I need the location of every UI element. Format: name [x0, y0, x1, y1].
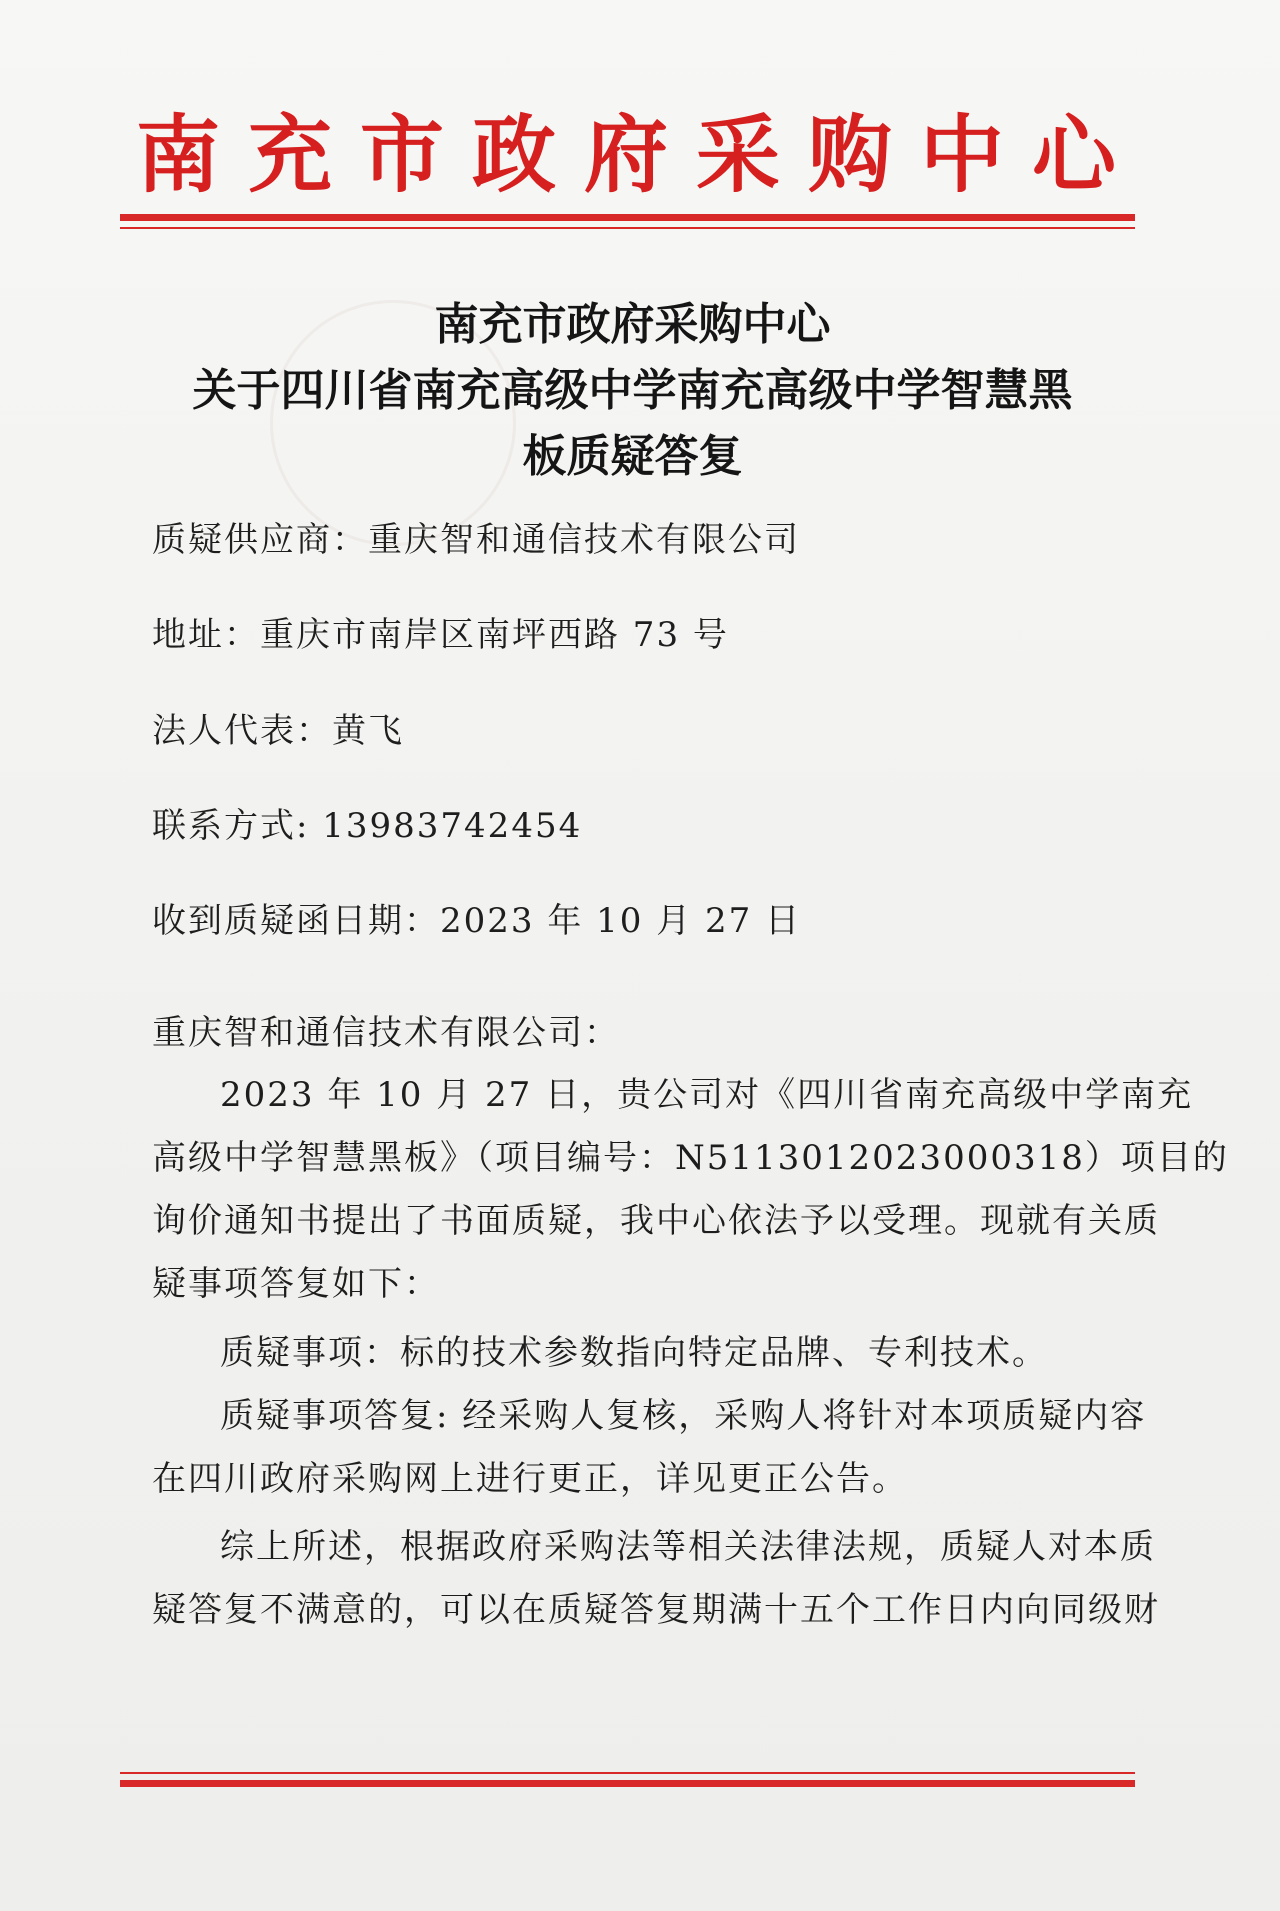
received-date-field: 收到质疑函日期：2023 年 10 月 27 日 [152, 901, 802, 941]
body-line: 高级中学智慧黑板》（项目编号：N5113012023000318）项目的 [152, 1138, 1229, 1178]
legal-representative-field: 法人代表：黄飞 [152, 711, 404, 751]
body-line: 2023 年 10 月 27 日，贵公司对《四川省南充高级中学南充 [220, 1075, 1194, 1115]
body-line: 疑答复不满意的，可以在质疑答复期满十五个工作日内向同级财 [152, 1590, 1160, 1630]
footer-rule-thick [120, 1780, 1135, 1787]
document-title-line-3: 板质疑答复 [522, 431, 743, 482]
document-title-line-2: 关于四川省南充高级中学南充高级中学智慧黑 [192, 365, 1073, 416]
body-line: 在四川政府采购网上进行更正，详见更正公告。 [152, 1459, 908, 1499]
supplier-field: 质疑供应商：重庆智和通信技术有限公司 [152, 520, 800, 560]
body-line: 质疑事项：标的技术参数指向特定品牌、专利技术。 [220, 1333, 1048, 1373]
document-title-line-1: 南充市政府采购中心 [434, 299, 831, 350]
body-line: 询价通知书提出了书面质疑，我中心依法予以受理。现就有关质 [152, 1201, 1160, 1241]
body-line: 综上所述，根据政府采购法等相关法律法规，质疑人对本质 [220, 1527, 1156, 1567]
address-field: 地址：重庆市南岸区南坪西路 73 号 [152, 615, 729, 655]
letterhead-title: 南充市政府采购中心 [135, 105, 1144, 204]
footer-rule-thin [120, 1772, 1135, 1774]
body-line: 质疑事项答复: 经采购人复核，采购人将针对本项质疑内容 [220, 1396, 1147, 1436]
contact-field: 联系方式: 13983742454 [152, 806, 583, 846]
salutation: 重庆智和通信技术有限公司： [152, 1013, 620, 1053]
body-line: 疑事项答复如下： [152, 1264, 440, 1304]
header-rule-thin [120, 227, 1135, 229]
header-rule-thick [120, 214, 1135, 221]
